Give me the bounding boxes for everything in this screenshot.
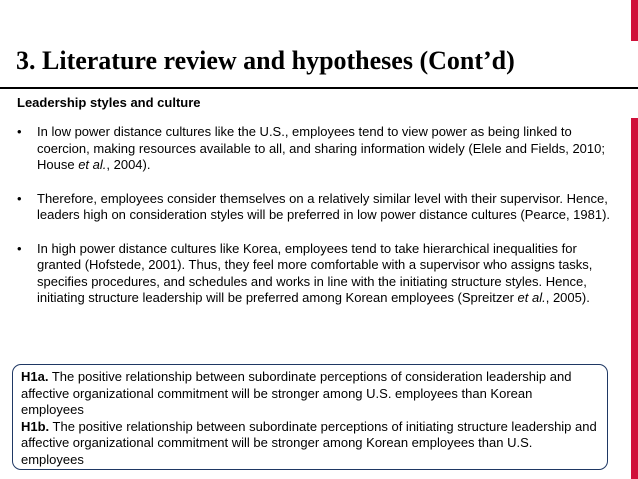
slide-title: 3. Literature review and hypotheses (Cont’d) [16,46,515,75]
bullet-item-power-low [0,124,620,174]
hypothesis-h1a [21,369,597,419]
accent-bar-bottom [631,118,638,479]
title-underline [0,87,638,89]
bullet-dot-icon: • [17,124,22,139]
bullet-list [0,124,620,324]
hypothesis-h1b-label: H1b. [21,418,50,434]
bullet-text-end: , 2005). [545,290,590,305]
hypothesis-h1a-text: The positive relationship between subordinate perceptions of consideration leadership and affective organizational commitment will be stronger among U.S. employees than Korean employees [21,369,572,417]
bullet-dot-icon: • [17,240,22,256]
hypothesis-h1b-text: The positive relationship between subordinate perceptions of initiating structure leadership and affective organizational commitment will be stronger among Korean employees than U.S. employees [21,418,597,467]
hypothesis-h1a-label: H1a. [21,369,49,384]
bullet-text: Therefore, employees consider themselves on a relatively similar level with their supervisor. Hence, leaders high on consideration styles will be preferred in low power distance cultures (Pearce, 1981). [37,190,611,222]
bullet-text-italic: et al. [78,157,107,172]
bullet-item-therefore [0,191,620,224]
bullet-text: In low power distance cultures like the U.S., employees tend to view power as being linked to coercion, making resources available to all, and sharing information widely (Elele and Fields, 2010; House [37,124,605,172]
bullet-text: In high power distance cultures like Korea, employees tend to take hierarchical inequalities for granted (Hofstede, 2001). Thus, they feel more comfortable with a supervisor who assigns tasks, specifies procedures, and schedules and works in line with the initiating structure styles. Hence, initiating structure leadership will be preferred among Korean employees (Spreitzer [37,240,593,305]
bullet-text-end: , 2004). [106,157,151,172]
bullet-dot-icon: • [17,190,22,206]
accent-bar-top [631,0,638,41]
bullet-item-power-high [0,241,620,307]
hypothesis-h1b [21,419,597,469]
hypotheses-box [12,364,608,470]
section-subtitle: Leadership styles and culture [17,95,201,110]
bullet-text-italic: et al. [517,290,546,305]
